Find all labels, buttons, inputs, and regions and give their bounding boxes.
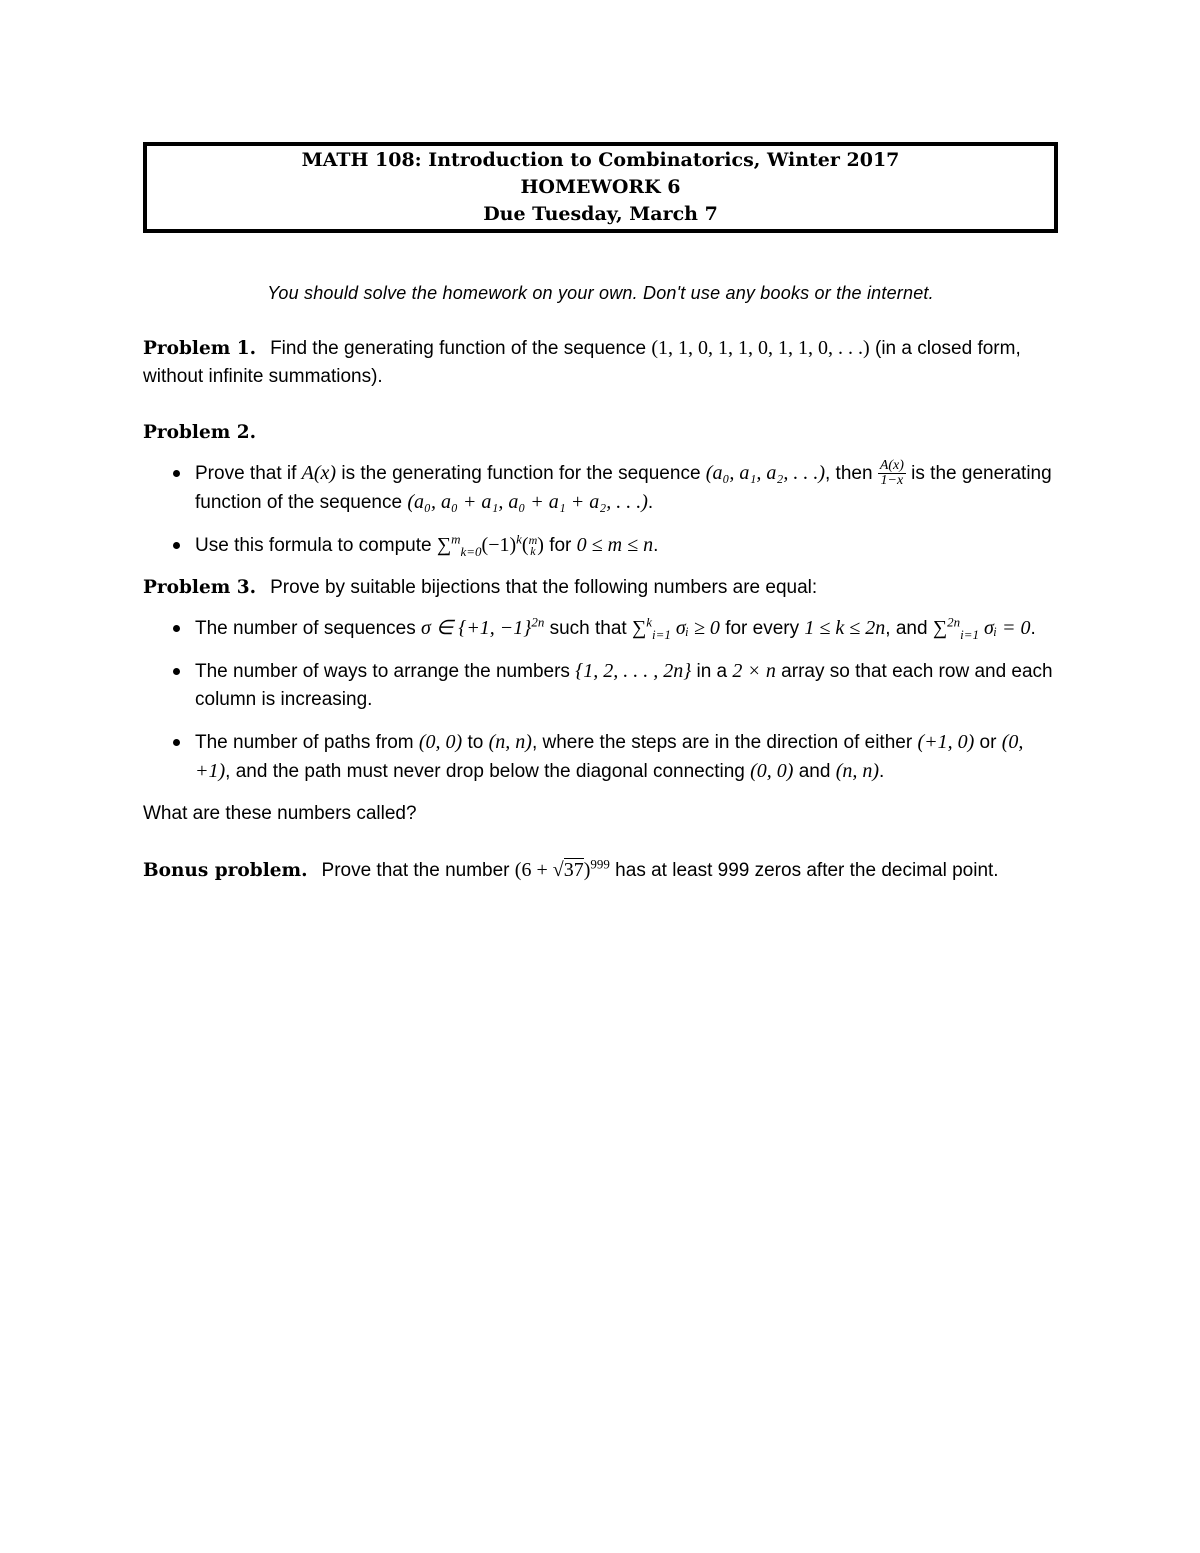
homework-title: HOMEWORK 6 bbox=[520, 176, 681, 198]
problem-3-label: Problem 3. bbox=[143, 577, 257, 599]
list-item: Use this formula to compute $\sum^m_{k=0}(-1)^k$( m k ) for 0 ≤ m ≤ n. bbox=[143, 531, 1058, 560]
bonus-label: Bonus problem. bbox=[143, 860, 308, 882]
due-date: Due Tuesday, March 7 bbox=[483, 203, 718, 225]
homework-page bbox=[143, 142, 1058, 885]
problem-1-label: Problem 1. bbox=[143, 338, 257, 359]
course-title: MATH 108: Introduction to Combinatorics, Winter 2017 bbox=[301, 149, 900, 171]
list-item: The number of ways to arrange the numbers {1, 2, . . . , 2n} in a 2 × n array so that each row and each column is increasing. bbox=[143, 657, 1058, 714]
problem-3: Problem 3. Prove by suitable bijections that the following numbers are equal: The number of sequences σ ∈ {+1, −1}$^{2n}$ such that ∑$^k_{i=1}$ σᵢ ≥ 0 for every 1 ≤ k ≤ 2n, and ∑$^{2n}_{i=1}$ σᵢ = 0. The number of ways to arrange the numbers {1, 2, . . . , 2n} in a 2 × n array so that each row and each column is increasing. The number of paths from (0, 0) to (n, n), where the steps are in the direction of either (+1, 0) or (0, +1), and the path must never drop below the diagonal connecting (0, 0) and (n, n). What are these numbers called? bbox=[143, 574, 1058, 828]
problem-1: Problem 1. Find the generating function of the sequence (1, 1, 0, 1, 1, 0, 1, 1, 0, . . .) (in a closed form, without infinite summations). bbox=[143, 337, 1021, 387]
problem-2-list bbox=[143, 459, 1058, 560]
list-item: Prove that if A(x) is the generating function for the sequence (a₀, a₁, a₂, . . .), then $\frac{A(x)}{1-x}$ is the generating function of the sequence (a₀, a₀ + a₁, a₀ + a₁ + a₂, . . .). bbox=[143, 459, 1058, 517]
problem-1-sequence: (1, 1, 0, 1, 1, 0, 1, 1, 0, . . .) bbox=[651, 337, 870, 359]
list-item: The number of sequences σ ∈ {+1, −1}$^{2n}$ such that ∑$^k_{i=1}$ σᵢ ≥ 0 for every 1 ≤ k ≤ 2n, and ∑$^{2n}_{i=1}$ σᵢ = 0. bbox=[143, 614, 1058, 643]
instructions: You should solve the homework on your own. Don't use any books or the internet. bbox=[267, 283, 934, 303]
fraction: $\frac{A(x)}{1-x}$ bbox=[879, 458, 904, 489]
problem-2 bbox=[143, 419, 1058, 560]
problem-3-question: What are these numbers called? bbox=[143, 803, 417, 825]
binomial: m k bbox=[528, 533, 538, 559]
header-box bbox=[143, 142, 1058, 233]
bonus-problem: Bonus problem. Prove that the number $(6 + √37)^{999}$ has at least 999 zeros after the decimal point. bbox=[143, 857, 999, 882]
list-item: The number of paths from (0, 0) to (n, n), where the steps are in the direction of either (+1, 0) or (0, +1), and the path must never drop below the diagonal connecting (0, 0) and (n, n). bbox=[143, 728, 1058, 786]
problem-3-list bbox=[143, 614, 1058, 786]
problem-2-label: Problem 2. bbox=[143, 422, 257, 443]
